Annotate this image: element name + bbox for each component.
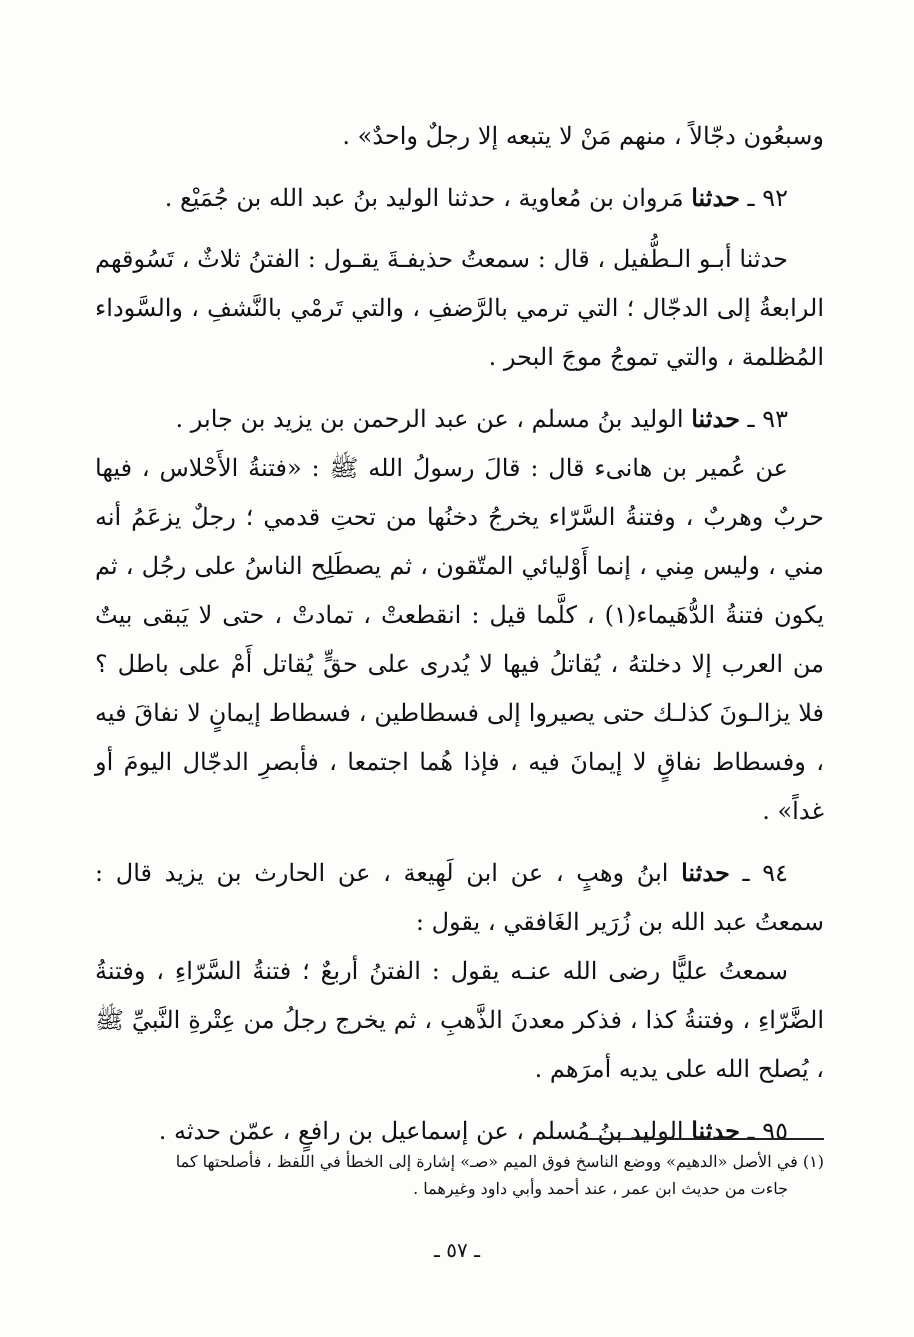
hadith-94-number: ٩٤ ـ bbox=[742, 859, 788, 887]
hadith-95-lead: حدثنا bbox=[691, 1116, 740, 1145]
hadith-93-number: ٩٣ ـ bbox=[747, 405, 788, 433]
footnote-line-2: جاءت من حديث ابن عمر ، عند أحمد وأبي داود وغيرهما . bbox=[413, 1179, 788, 1198]
continuation-text: وسبعُون دجّالاً ، منهم مَنْ لا يتبعه إلا رجلٌ واحدٌ» . bbox=[342, 122, 824, 150]
hadith-93-chain: الوليد بنُ مسلم ، عن عبد الرحمن بن يزيد بن جابر . bbox=[175, 405, 684, 433]
hadith-95-chain: الوليد بنُ مُسلم ، عن إسماعيل بن رافعٍ ، عمّن حدثه . bbox=[158, 1117, 684, 1145]
hadith-95-number: ٩٥ ـ bbox=[747, 1117, 788, 1145]
hadith-92-chain: مَروان بن مُعاوية ، حدثنا الوليد بنُ عبد الله بن جُمَيْع . bbox=[164, 184, 684, 212]
hadith-94-chain: ابنُ وهبٍ ، عن ابن لَهِيعة ، عن الحارث بن يزيد قال : سمعتُ عبد الله بن زُرَير الغَافقي ، يقول : bbox=[95, 859, 824, 936]
footnote-divider bbox=[584, 1138, 824, 1140]
hadith-93-heading bbox=[95, 394, 824, 444]
footnotes bbox=[95, 1148, 824, 1202]
hadith-94-lead: حدثنا bbox=[681, 858, 730, 887]
hadith-92-text: حدثنا أبـو الـطُّفيل ، قال : سمعتُ حذيفـةَ يقـول : الفتنُ ثلاثٌ ، تَسُوقهم الرابعةُ إلى الدجّال ؛ التي ترمي بالرَّضفِ ، والتي تَرمْي بالنَّشفِ ، والسَّوداء المُظلمة ، والتي تموجُ موجَ البحر . bbox=[95, 245, 824, 371]
hadith-92-heading bbox=[95, 173, 824, 223]
footnote-line-1: (١) في الأصل «الدهيم» ووضع الناسخ فوق الميم «صـ» إشارة إلى الخطأ في اللفظ ، فأصلحتها كما bbox=[175, 1152, 824, 1171]
hadith-93-lead: حدثنا bbox=[691, 404, 740, 433]
hadith-92-number: ٩٢ ـ bbox=[747, 184, 788, 212]
hadith-94-heading bbox=[95, 848, 824, 947]
hadith-93-text: عن عُمير بن هانىء قال : قالَ رسولُ الله ﷺ : «فتنةُ الأَحْلاس ، فيها حربٌ وهربٌ ، وفتنةُ السَّرّاء يخرجُ دخنُها من تحتِ قدمي ؛ رجلٌ يزعَمُ أنه مني ، وليس مِني ، إنما أَوْليائي المتّقون ، ثم يصطَلِح الناسُ على رجُل ، ثم يكون فتنةُ الدُّهَيماء(١) ، كلَّما قيل : انقطعتْ ، تمادتْ ، حتى لا يَبقى بيتٌ من العرب إلا دخلتهُ ، يُقاتلُ فيها لا يُدرى على حقٍّ يُقاتل أَمْ على باطل ؟ فلا يزالـونَ كذلـك حتى يصيروا إلى فسطاطين ، فسطاط إيمانٍ لا نفاقَ فيه ، وفسطاط نفاقٍ لا إيمانَ فيه ، فإذا هُما اجتمعا ، فأبصرِ الدجّال اليومَ أو غداً» . bbox=[95, 454, 825, 825]
hadith-94-text: سمعتُ عليًّا رضى الله عنـه يقول : الفتنُ أربعٌ ؛ فتنةُ السَّرّاءِ ، وفتنةُ الضَّرّاءِ ، وفتنةُ كذا ، فذكر معدنَ الذَّهبِ ، ثم يخرج رجلُ من عِتْرةِ النَّبيِّ ﷺ ، يُصلح الله على يديه أمرَهم . bbox=[95, 957, 824, 1083]
main-text bbox=[95, 112, 824, 1156]
page-number: ـ ٥٧ ـ bbox=[434, 1238, 480, 1262]
hadith-92-lead: حدثنا bbox=[691, 183, 740, 212]
